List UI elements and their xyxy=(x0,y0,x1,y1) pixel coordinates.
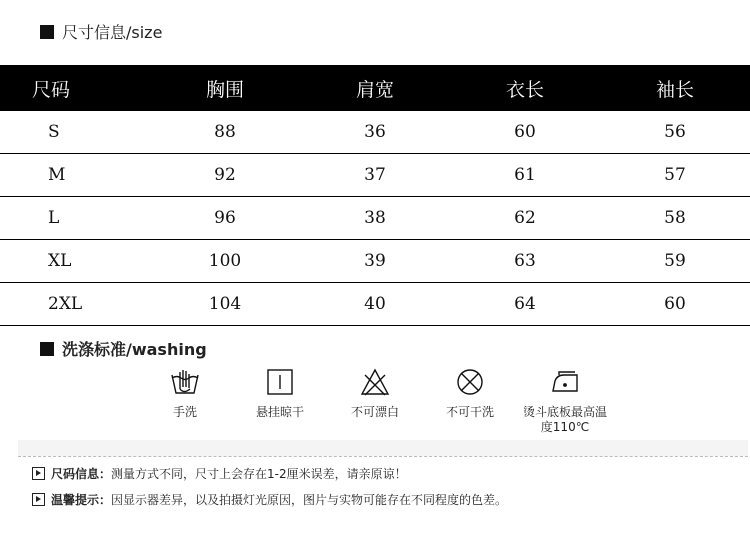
size-section-header xyxy=(40,20,162,43)
table-row xyxy=(0,283,750,326)
wash-section-title: 洗涤标准/washing xyxy=(62,340,207,359)
notes-content xyxy=(18,456,748,533)
cell-size: 2XL xyxy=(0,283,150,326)
cell-size: M xyxy=(0,154,150,197)
size-section-title: 尺寸信息/size xyxy=(62,23,163,42)
cell-sleeve: 57 xyxy=(600,154,750,197)
play-arrow-icon xyxy=(32,467,45,480)
size-table xyxy=(0,65,750,326)
cell-length: 64 xyxy=(450,283,600,326)
table-row xyxy=(0,154,750,197)
header-shoulder: 肩宽 xyxy=(300,65,450,111)
wash-label: 手洗 xyxy=(172,405,197,419)
cell-shoulder: 39 xyxy=(300,240,450,283)
iron-icon xyxy=(549,367,581,401)
cell-sleeve: 59 xyxy=(600,240,750,283)
wash-section-header xyxy=(40,337,207,360)
cell-chest: 100 xyxy=(150,240,300,283)
play-arrow-icon xyxy=(32,493,45,506)
cell-sleeve: 60 xyxy=(600,283,750,326)
wash-label: 不可干洗 xyxy=(445,405,494,419)
size-note-text: 测量方式不同，尺寸上会存在1-2厘米误差，请亲原谅！ xyxy=(111,467,407,481)
cell-length: 60 xyxy=(450,111,600,154)
no-dry-clean-icon xyxy=(454,367,486,401)
cell-size: S xyxy=(0,111,150,154)
header-sleeve: 袖长 xyxy=(600,65,750,111)
wash-label: 烫斗底板最高温度110℃ xyxy=(522,405,607,434)
cell-length: 62 xyxy=(450,197,600,240)
size-note-label: 尺码信息： xyxy=(51,467,112,481)
wash-item xyxy=(235,367,325,435)
cell-length: 61 xyxy=(450,154,600,197)
cell-shoulder: 36 xyxy=(300,111,450,154)
tip-note-text: 因显示器差异，以及拍摄灯光原因，图片与实物可能存在不同程度的色差。 xyxy=(111,493,508,507)
cell-chest: 88 xyxy=(150,111,300,154)
cell-size: L xyxy=(0,197,150,240)
size-note xyxy=(32,465,407,482)
tip-note xyxy=(32,491,507,508)
table-row xyxy=(0,197,750,240)
cell-shoulder: 37 xyxy=(300,154,450,197)
cell-sleeve: 56 xyxy=(600,111,750,154)
square-bullet-icon xyxy=(40,25,54,39)
no-bleach-icon xyxy=(359,367,391,401)
header-chest: 胸围 xyxy=(150,65,300,111)
tip-note-label: 温馨提示： xyxy=(51,493,112,507)
wash-label: 不可漂白 xyxy=(350,405,399,419)
square-bullet-icon xyxy=(40,342,54,356)
table-row xyxy=(0,240,750,283)
hand-wash-icon xyxy=(169,367,201,401)
cell-sleeve: 58 xyxy=(600,197,750,240)
header-length: 衣长 xyxy=(450,65,600,111)
cell-chest: 92 xyxy=(150,154,300,197)
hang-dry-icon xyxy=(264,367,296,401)
notes-panel xyxy=(18,440,748,532)
table-header-row xyxy=(0,65,750,111)
table-row xyxy=(0,111,750,154)
wash-item xyxy=(330,367,420,435)
cell-shoulder: 38 xyxy=(300,197,450,240)
cell-shoulder: 40 xyxy=(300,283,450,326)
wash-label: 悬挂晾干 xyxy=(255,405,304,419)
wash-icons-row xyxy=(140,367,610,435)
wash-item xyxy=(520,367,610,435)
wash-item xyxy=(425,367,515,435)
cell-chest: 104 xyxy=(150,283,300,326)
cell-length: 63 xyxy=(450,240,600,283)
cell-chest: 96 xyxy=(150,197,300,240)
wash-item xyxy=(140,367,230,435)
cell-size: XL xyxy=(0,240,150,283)
header-size: 尺码 xyxy=(0,65,150,111)
